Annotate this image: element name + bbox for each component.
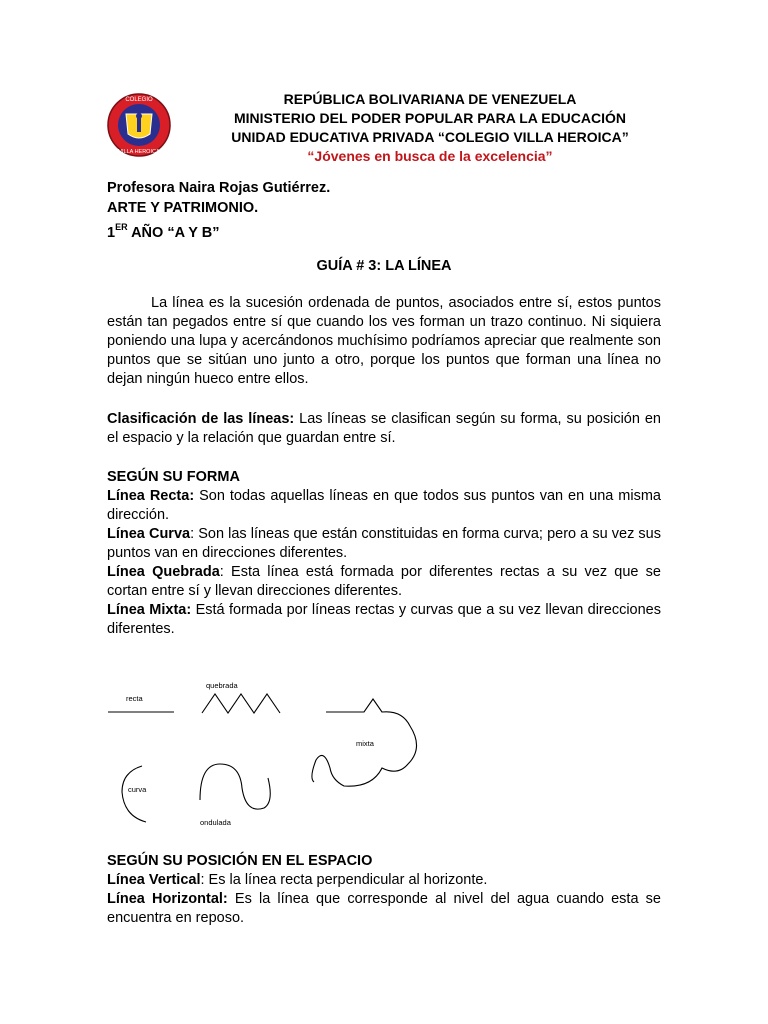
curved-line-drawing: [122, 766, 146, 822]
classification-paragraph: [107, 410, 661, 448]
text-quebrada: : Esta línea está formada por diferentes rectas a su vez que se cortan entre sí y llevan direcciones diferentes.: [107, 564, 662, 599]
intro-paragraph: La línea es la sucesión ordenada de puntos, asociados entre sí, estos puntos están tan pegados entre sí que cuando los ves forman un trazo continuo. Ni siquiera poniendo una lupa y acercándonos muchísimo podríamos apreciar que realmente son puntos que se sitúan uno junto a otro, porque los puntos que forman una línea no dejan ningún hueco entre ellos.: [107, 295, 661, 387]
year-number: 1: [107, 224, 116, 241]
definition-vertical: [107, 871, 661, 890]
wavy-line-drawing: [200, 764, 270, 809]
classification-text: Las líneas se clasifican según su forma, su posición en el espacio y la relación que guardan entre sí.: [107, 411, 661, 446]
text-mixta: Está formada por líneas rectas y curvas que a su vez llevan direcciones diferentes.: [107, 602, 661, 637]
header-line-2: MINISTERIO DEL PODER POPULAR PARA LA EDUCACIÓN: [233, 110, 627, 126]
logo-text-bottom: VILLA HEROICA: [118, 149, 160, 155]
year-superscript: ER: [115, 222, 128, 232]
course-year: [107, 218, 330, 243]
definition-horizontal: [107, 890, 661, 928]
subject-name: ARTE Y PATRIMONIO.: [107, 200, 259, 216]
logo-text-top: COLEGIO: [125, 97, 153, 103]
school-logo: [106, 92, 172, 158]
definition-mixta: [107, 601, 661, 639]
term-recta: Línea Recta:: [107, 488, 195, 504]
text-curva: : Son las líneas que están constituidas en forma curva; pero a su vez sus puntos van en direcciones diferentes.: [107, 526, 661, 561]
zigzag-line-drawing: [202, 694, 280, 713]
label-ondulada: ondulada: [200, 818, 231, 827]
guide-title: GUÍA # 3: LA LÍNEA: [316, 258, 452, 274]
term-mixta: Línea Mixta:: [107, 602, 192, 618]
classification-label: Clasificación de las líneas:: [107, 411, 295, 427]
definition-quebrada: [107, 563, 661, 601]
definition-curva: [107, 525, 661, 563]
label-recta: recta: [126, 694, 143, 703]
text-recta: Son todas aquellas líneas en que todos sus puntos van en una misma dirección.: [107, 488, 661, 523]
label-mixta: mixta: [356, 739, 374, 748]
label-quebrada: quebrada: [206, 681, 238, 690]
header-line-3: UNIDAD EDUCATIVA PRIVADA “COLEGIO VILLA HEROICA”: [231, 129, 629, 145]
text-horizontal: Es la línea que corresponde al nivel del agua cuando esta se encuentra en reposo.: [107, 891, 661, 926]
term-horizontal: Línea Horizontal:: [107, 891, 228, 907]
label-curva: curva: [128, 785, 147, 794]
year-groups: AÑO “A Y B”: [127, 224, 220, 241]
header-line-1: REPÚBLICA BOLIVARIANA DE VENEZUELA: [283, 91, 577, 107]
term-quebrada: Línea Quebrada: [107, 564, 220, 580]
posicion-heading: SEGÚN SU POSICIÓN EN EL ESPACIO: [107, 853, 373, 869]
teacher-info: [107, 178, 330, 243]
term-vertical: Línea Vertical: [107, 872, 201, 888]
forma-section: [107, 468, 661, 639]
text-vertical: : Es la línea recta perpendicular al horizonte.: [200, 872, 488, 888]
forma-heading: SEGÚN SU FORMA: [107, 469, 240, 485]
line-types-figure: [104, 668, 434, 828]
document-header: [180, 90, 680, 166]
posicion-section: [107, 852, 661, 928]
definition-recta: [107, 487, 661, 525]
term-curva: Línea Curva: [107, 526, 191, 542]
teacher-name: Profesora Naira Rojas Gutiérrez.: [107, 180, 331, 196]
header-motto: “Jóvenes en busca de la excelencia”: [307, 148, 553, 164]
